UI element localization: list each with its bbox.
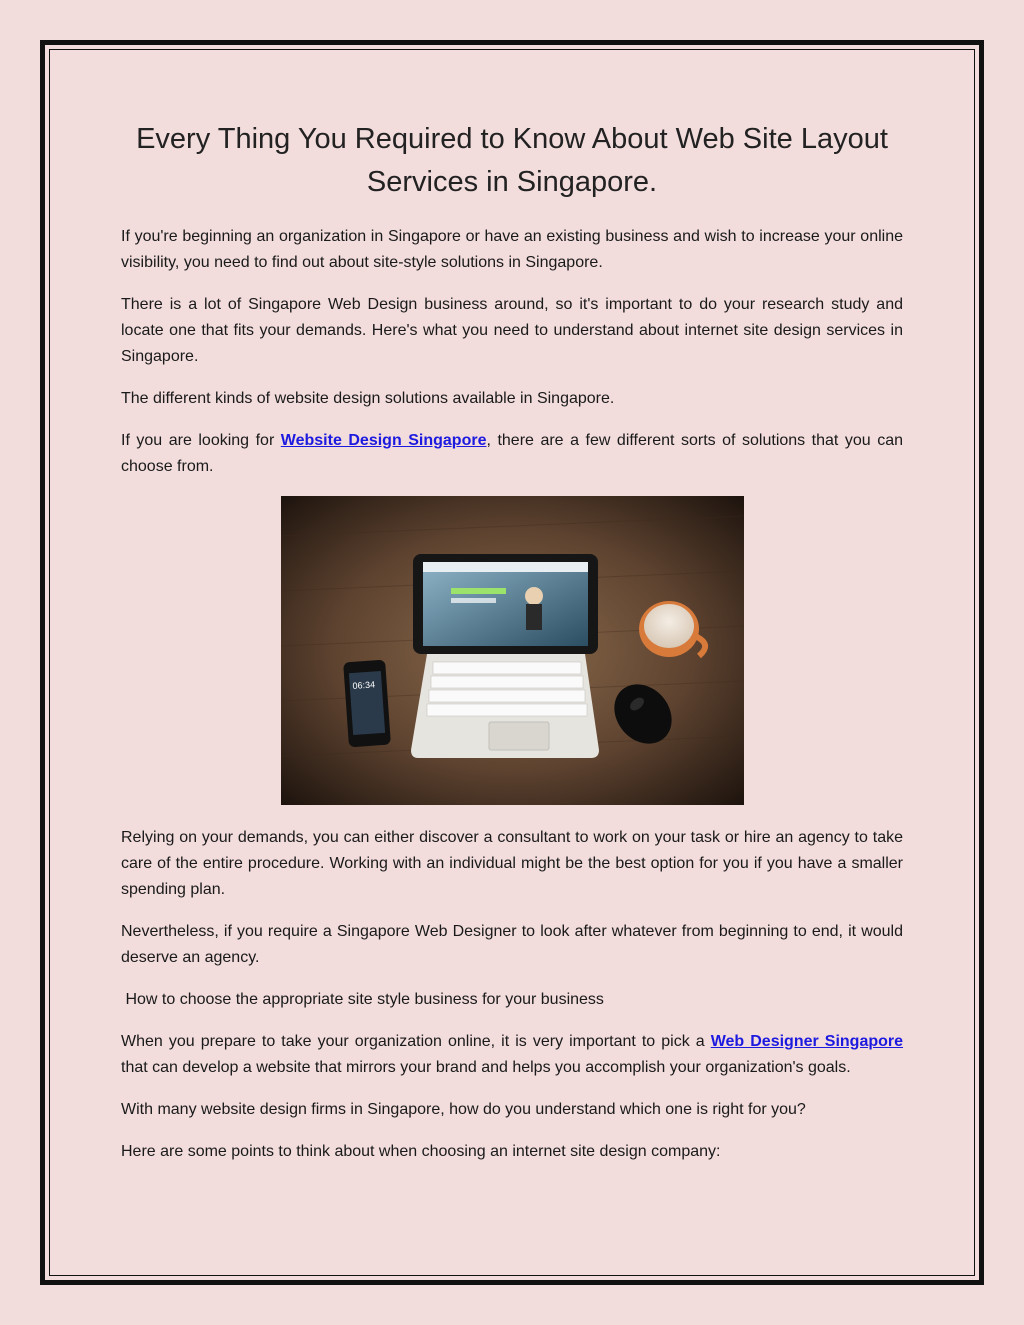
paragraph-consultant: Relying on your demands, you can either discover a consultant to work on your task or hire an agency to take care of the entire procedure. Working with an individual might be the best option for you if you have a smaller spending plan. xyxy=(121,829,903,898)
text-span: , there are a few different sorts of solutions that you can choose from. xyxy=(121,432,904,475)
paragraph-many-firms: With many website design firms in Singapore, how do you understand which one is right for you? xyxy=(121,1101,806,1118)
laptop-screen xyxy=(423,562,588,646)
text-span: that can develop a website that mirrors your brand and helps you accomplish your organization's goals. xyxy=(121,1059,851,1076)
phone-clock: 06:34 xyxy=(351,679,375,691)
paragraph-take-online xyxy=(121,1029,903,1081)
text-span: When you prepare to take your organization online, it is very important to pick a xyxy=(121,1033,711,1050)
web-designer-singapore-link[interactable]: Web Designer Singapore xyxy=(710,1033,904,1050)
paragraph-intro: If you're beginning an organization in Singapore or have an existing business and wish to increase your online visibility, you need to find out about site-style solutions in Singapore. xyxy=(121,228,903,271)
paragraph-looking-for xyxy=(121,428,903,480)
document-title: Every Thing You Required to Know About Web Site Layout Services in Singapore. xyxy=(136,123,888,198)
paragraph-points: Here are some points to think about when choosing an internet site design company: xyxy=(121,1143,721,1160)
paragraph-kinds-heading: The different kinds of website design solutions available in Singapore. xyxy=(121,390,615,407)
document-body xyxy=(121,118,903,1181)
text-span: If you are looking for xyxy=(121,432,281,449)
laptop-desk-illustration xyxy=(281,496,744,805)
website-design-singapore-link[interactable]: Website Design Singapore xyxy=(280,432,487,449)
paragraph-how-to-choose: How to choose the appropriate site style business for your business xyxy=(121,991,604,1008)
paragraph-agency: Nevertheless, if you require a Singapore Web Designer to look after whatever from beginning to end, it would deserve an agency. xyxy=(121,923,903,966)
laptop-desk-photo xyxy=(281,496,744,805)
paragraph-research: There is a lot of Singapore Web Design business around, so it's important to do your research study and locate one that fits your demands. Here's what you need to understand about internet site design services in Singapore. xyxy=(121,296,903,365)
